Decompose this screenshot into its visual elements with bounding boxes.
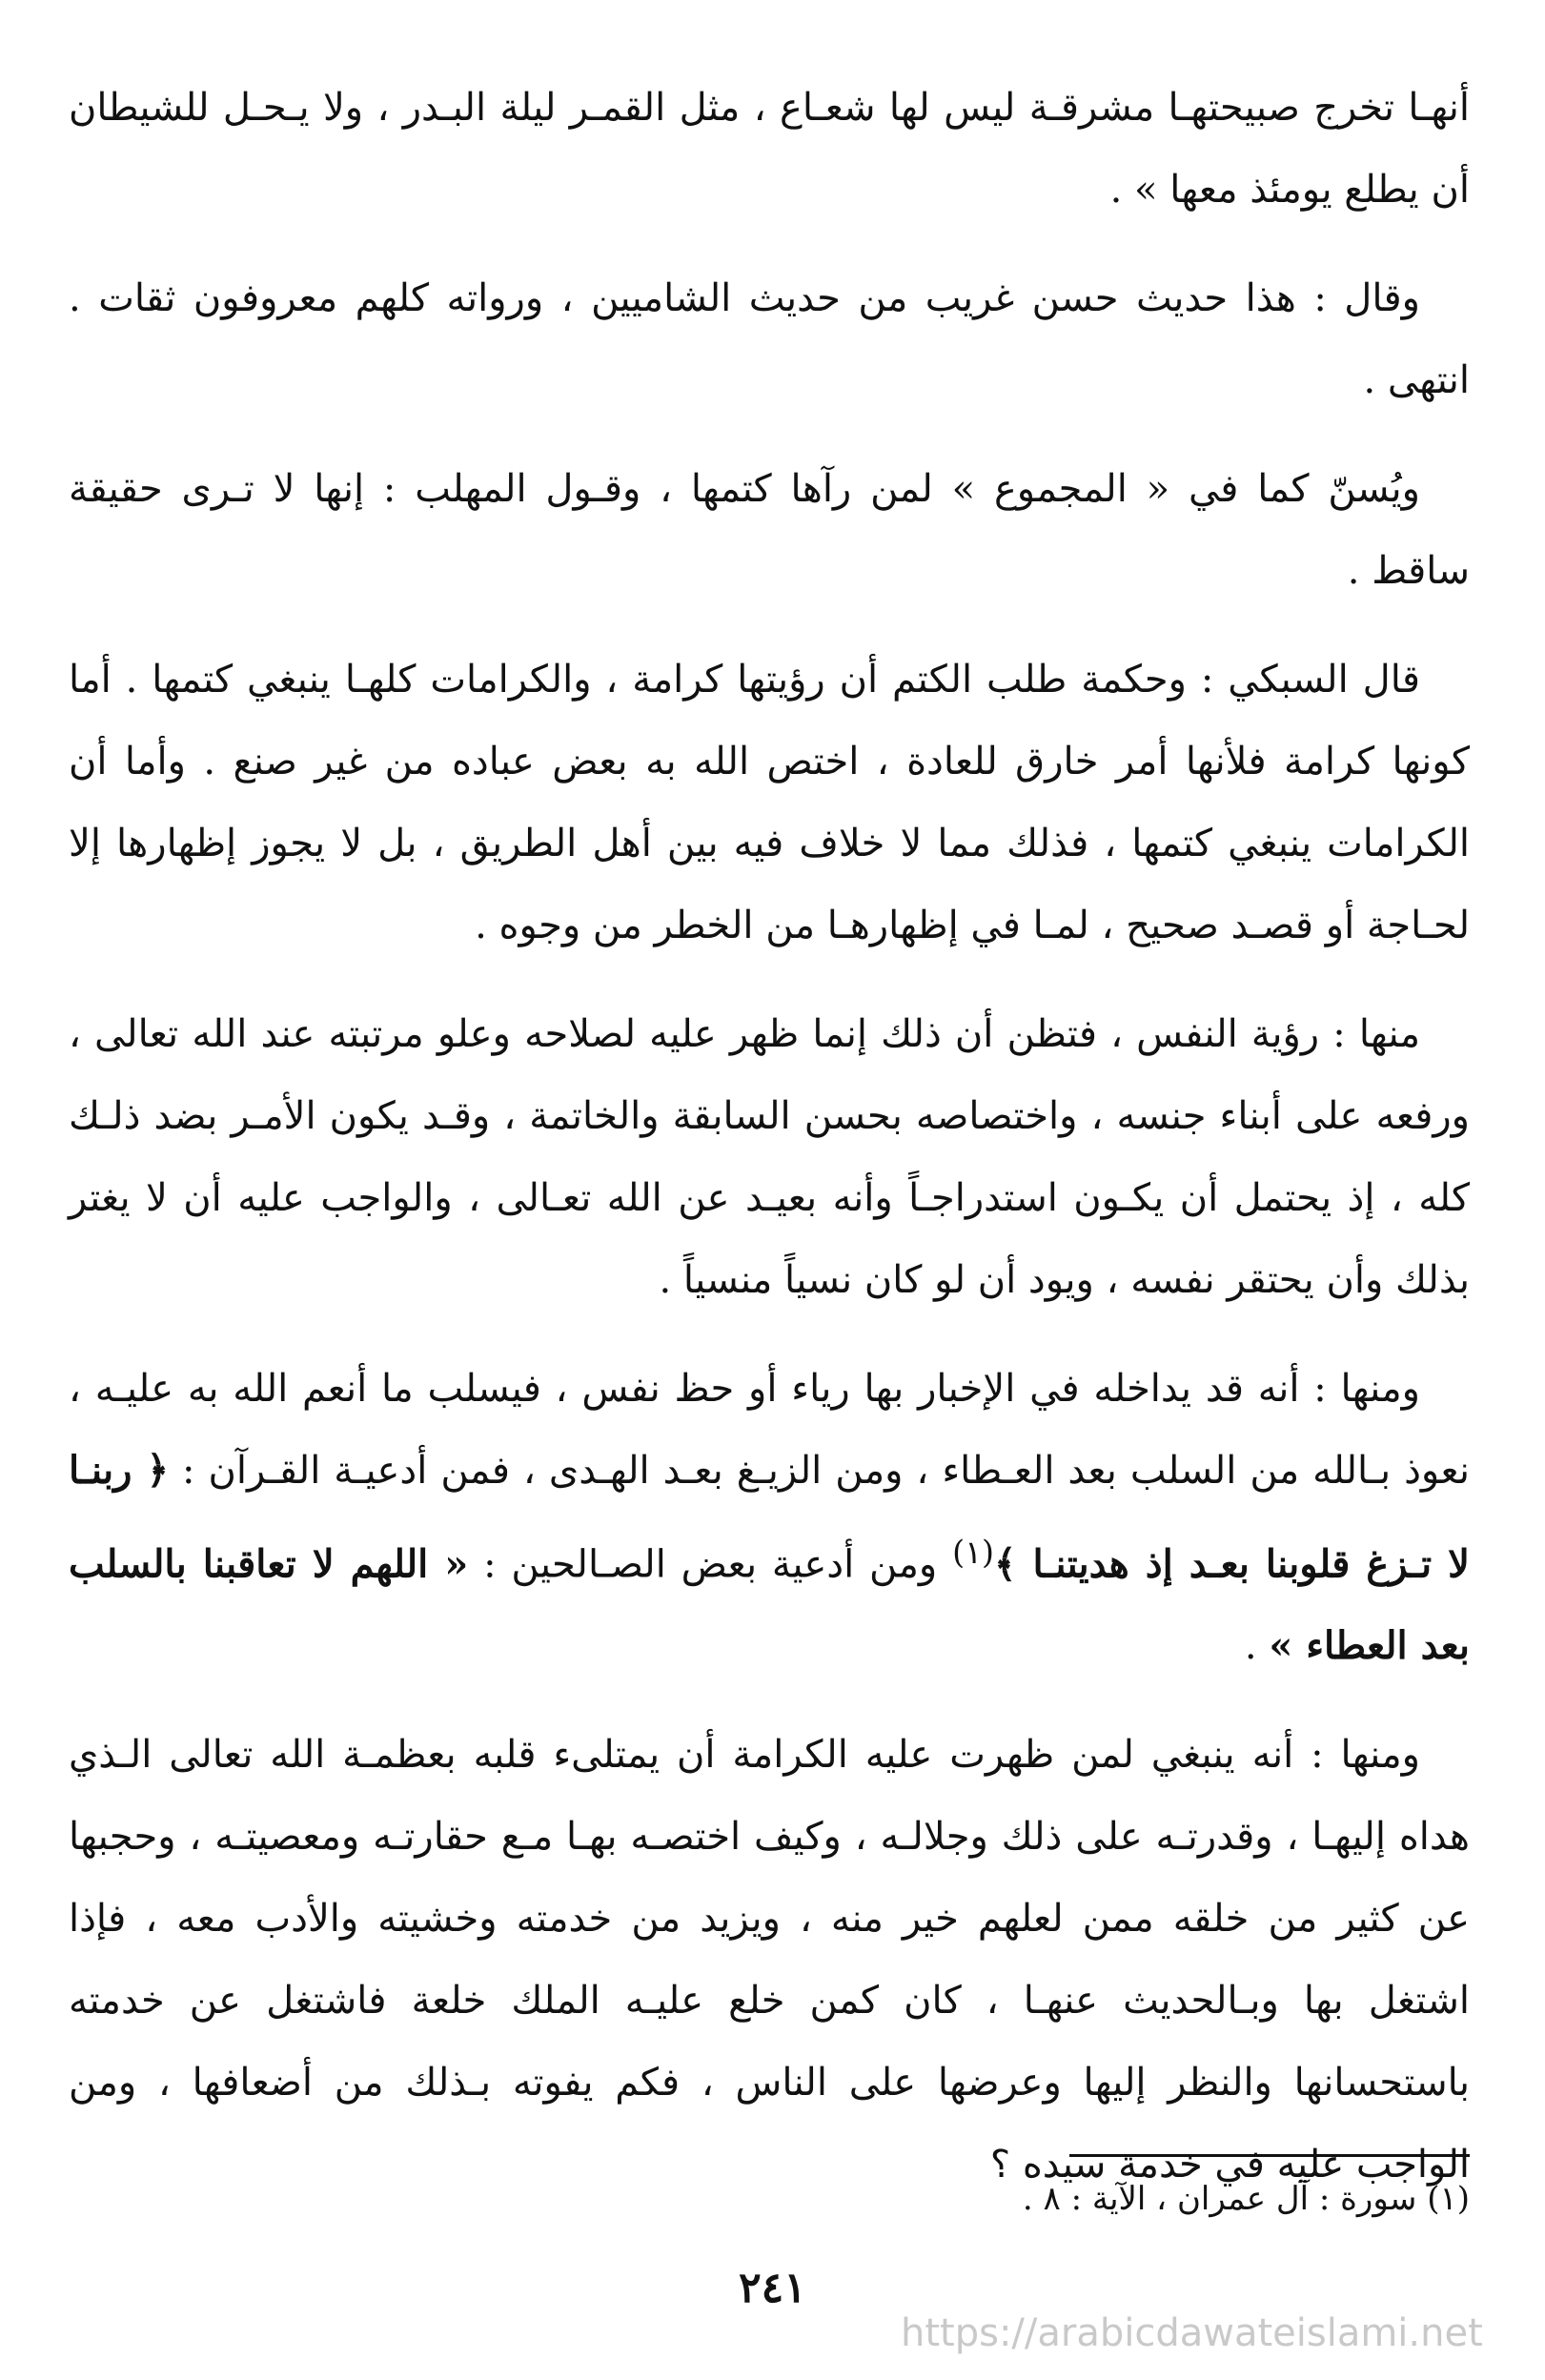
paragraph-5: منها : رؤية النفس ، فتظن أن ذلك إنما ظهر عليه لصلاحه وعلو مرتبته عند الله تعالى ، ورفعه على أبناء جنسه ، واختصاصه بحسن السابقة والخاتمة ، وقـد يكون الأمـر بضد ذلـك كله ، إذ يحتمل أن يكـون استدراجـاً وأنه بعيـد عن الله تعـالى ، والواجب عليه أن لا يغتر بذلك وأن يحتقر نفسه ، ويود أن لو كان نسياً منسياً .: [69, 1012, 1470, 1302]
watermark-url: https://arabicdawateislami.net: [901, 2311, 1483, 2355]
page-body: [69, 67, 1470, 2221]
paragraph-6-text: ومنها : أنه قد يداخله في الإخبار بها رياء أو حظ نفس ، فيسلب ما أنعم الله به عليـه ، نعوذ بـالله من السلب بعد العـطاء ، ومن الزيـغ بعـد الهـدى ، فمن أدعيـة القـرآن :: [69, 1367, 1470, 1493]
paragraph-2: وقال : هذا حديث حسن غريب من حديث الشاميين ، ورواته كلهم معروفون ثقات . انتهى .: [69, 276, 1470, 402]
dua-text: « اللهم لا تعاقبنا بالسلب بعد العطاء »: [69, 1541, 1470, 1669]
footnote-marker: (١): [952, 1534, 995, 1571]
paragraph-4: قال السبكي : وحكمة طلب الكتم أن رؤيتها كرامة ، والكرامات كلهـا ينبغي كتمها . أما كونها كرامة فلأنها أمر خارق للعادة ، اختص الله به بعض عباده من غير صنع . وأما أن الكرامات ينبغي كتمها ، فذلك مما لا خلاف فيه بين أهل الطريق ، بل لا يجوز إظهارها إلا لحـاجة أو قصـد صحيح ، لمـا في إظهارهـا من الخطر من وجوه .: [69, 658, 1470, 947]
paragraph-6: [69, 1348, 1470, 1687]
footnote: (١) سورة : آل عمران ، الآية : ٨ .: [1022, 2180, 1470, 2218]
dua-end: .: [1244, 1624, 1270, 1669]
after-verse-text: ومن أدعية بعض الصـالحين :: [483, 1542, 938, 1587]
paragraph-1: أنهـا تخرج صبيحتهـا مشرقـة ليس لها شعـاع ، مثل القمـر ليلة البـدر ، ولا يـحـل للشيطان أن يطلع يومئذ معها » .: [69, 86, 1470, 212]
paragraph-7: ومنها : أنه ينبغي لمن ظهرت عليه الكرامة أن يمتلىء قلبه بعظمـة الله تعالى الـذي هداه إليهـا ، وقدرتـه على ذلك وجلالـه ، وكيف اختصـه بهـا مـع حقارتـه ومعصيتـه ، وحجبها عن كثير من خلقه ممن لعلهم خير منه ، ويزيد من خدمته وخشيته والأدب معه ، فإذا اشتغل بها وبـالحديث عنهـا ، كان كمن خلع عليـه الملك خلعة فاشتغل عن خدمته باستحسانها والنظر إليها وعرضها على الناس ، فكم يفوته بـذلك من أضعافها ، ومن الواجب عليه في خدمة سيده ؟: [69, 1733, 1470, 2187]
page-number: ٢٤١: [739, 2264, 806, 2312]
quran-verse: ﴿ ربنـا لا تـزغ قلوبنا بعـد إذ هدیتنـا ﴾: [69, 1448, 1470, 1587]
footnote-divider: [1069, 2154, 1470, 2157]
paragraph-3: ويُسنّ كما في « المجموع » لمن رآها كتمها ، وقـول المهلب : إنها لا تـرى حقيقة ساقط .: [69, 467, 1470, 593]
